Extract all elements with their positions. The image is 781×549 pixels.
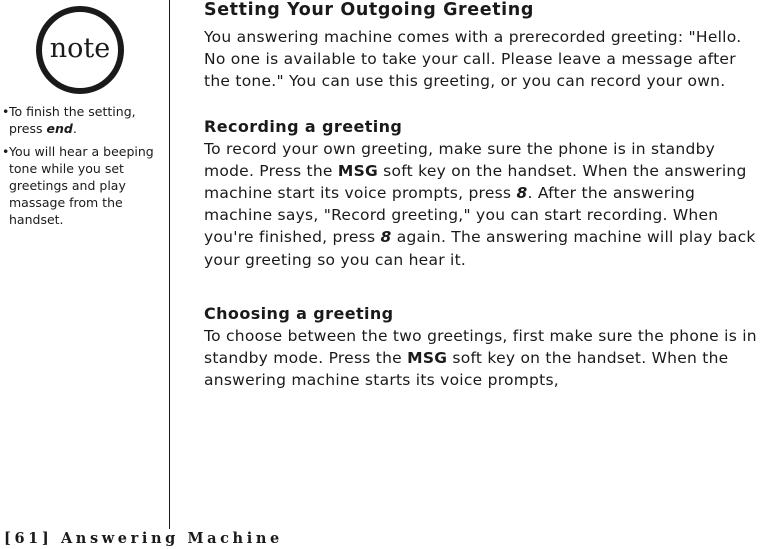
key-8-label: 8 (516, 184, 528, 203)
msg-key-label: MSG (337, 161, 378, 180)
recording-heading: Recording a greeting (204, 116, 403, 136)
side-note-2 (2, 143, 164, 228)
note-badge (36, 6, 124, 94)
main-content (204, 0, 764, 391)
side-note-1 (2, 103, 164, 137)
intro-paragraph: You answering machine comes with a prerecorded greeting: "Hello. No one is available to take your call. Please leave a message after the tone." You can use this greeting, or you can record your own. (204, 28, 742, 91)
choosing-heading: Choosing a greeting (204, 303, 394, 323)
page-title: Setting Your Outgoing Greeting (204, 0, 534, 20)
side-note-text-end: . (72, 121, 77, 136)
choosing-paragraph: To choose between the two greetings, first make sure the phone is in standby mode. Press the MSG soft key on the handset. When the answering machine starts its voice prompts, (204, 326, 757, 390)
page-footer: [61] Answering Machine (4, 530, 283, 547)
key-8-label: 8 (380, 228, 392, 247)
column-divider (169, 0, 170, 529)
recording-paragraph: To record your own greeting, make sure the phone is in standby mode. Press the MSG soft key on the handset. When the answering machine start its voice prompts, press 8. After the answering machine says, "Record greeting," you can start recording. When you're finished, press 8 again. The answering machine will play back your greeting so you can hear it. (204, 139, 756, 269)
msg-key-label: MSG (407, 349, 448, 368)
note-label: note (49, 32, 111, 64)
bullet: • (2, 104, 10, 119)
side-note-text: You will hear a beeping tone while you set greetings and play massage from the handset. (9, 144, 154, 227)
side-notes (2, 103, 164, 234)
bullet: • (2, 144, 10, 159)
end-key-label: end (46, 121, 73, 136)
side-note-text: To finish the setting, press (9, 104, 136, 136)
